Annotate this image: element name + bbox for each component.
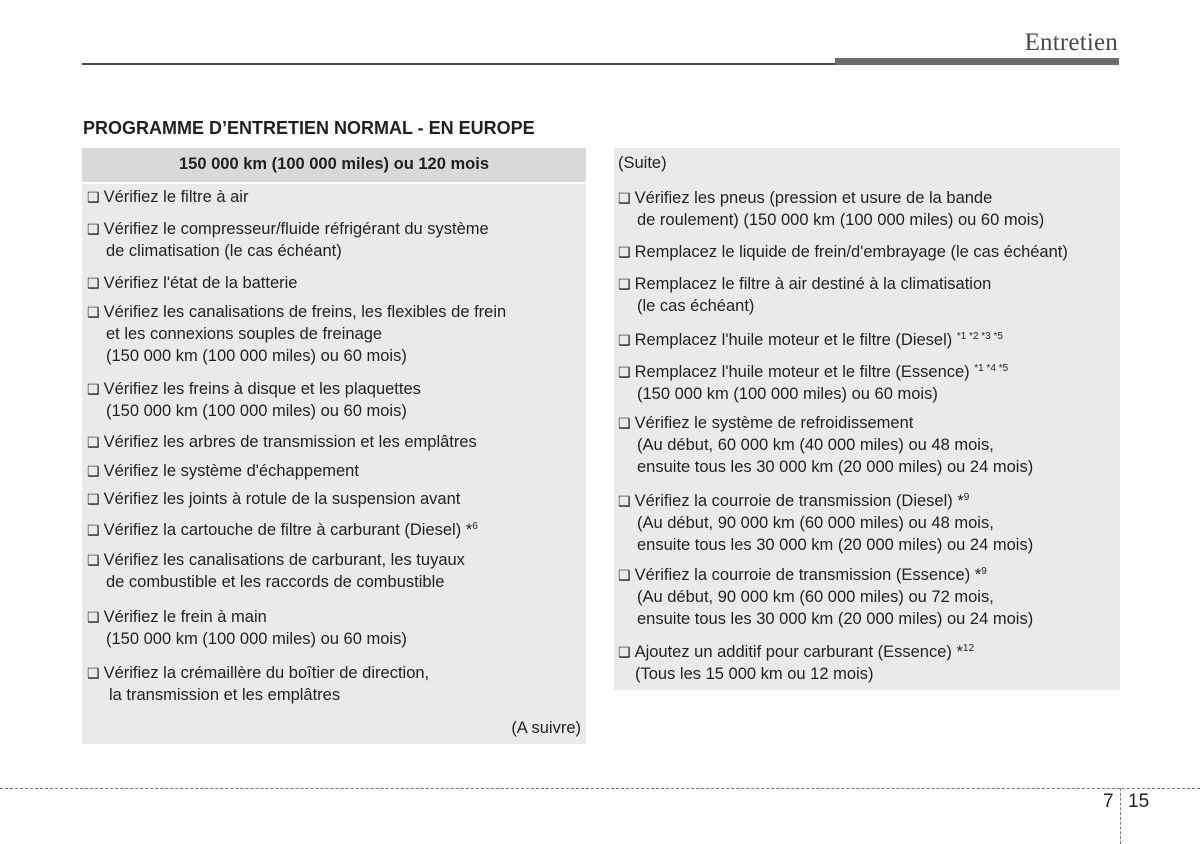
checkbox-icon: ❑ — [618, 364, 631, 380]
footnote-ref: 9 — [981, 566, 987, 577]
checkbox-icon: ❑ — [87, 491, 100, 507]
list-item: ❑ Ajoutez un additif pour carburant (Essence) *$^{12}$ (Tous les 15 000 km ou 12 mois) — [618, 643, 975, 683]
list-item: ❑ Vérifiez les freins à disque et les plaquettes (150 000 km (100 000 miles) ou 60 mois) — [87, 380, 421, 420]
checkbox-icon: ❑ — [618, 415, 631, 431]
list-item: ❑ Vérifiez les joints à rotule de la suspension avant — [87, 490, 461, 508]
header-rule-bar — [835, 58, 1119, 65]
footnote-ref: 6 — [472, 521, 478, 532]
list-item: ❑ Remplacez l'huile moteur et le filtre (Essence) $^{*1 *4 *5}$ (150 000 km (100 000 miles) ou 60 mois) — [618, 363, 1009, 403]
interval-heading: 150 000 km (100 000 miles) ou 120 mois — [82, 148, 586, 184]
left-column — [82, 148, 586, 744]
section-title: PROGRAMME D’ENTRETIEN NORMAL - EN EUROPE — [83, 118, 535, 138]
footnote-ref: *1 *2 *3 *5 — [956, 331, 1003, 342]
footer-divider — [1120, 788, 1121, 844]
list-item: ❑ Vérifiez les canalisations de carburant, les tuyaux de combustible et les raccords de combustible — [87, 551, 465, 591]
page-number: 15 — [1128, 791, 1150, 812]
checkbox-icon: ❑ — [87, 275, 100, 291]
footnote-ref: 9 — [963, 492, 970, 503]
checkbox-icon: ❑ — [87, 381, 100, 397]
checkbox-icon: ❑ — [618, 644, 631, 660]
footnote-ref: *1 *4 *5 — [974, 363, 1009, 374]
footnote-ref: 12 — [962, 643, 975, 654]
list-item: ❑ Vérifiez la crémaillère du boîtier de direction, la transmission et les emplâtres — [87, 664, 430, 704]
checkbox-icon: ❑ — [618, 493, 631, 509]
list-item: ❑ Vérifiez la courroie de transmission (Essence) *$^9$ (Au début, 90 000 km (60 000 miles) ou 72 mois, ensuite tous les 30 000 km (20 000 miles) ou 24 mois) — [618, 566, 1034, 628]
list-item: ❑ Vérifiez l'état de la batterie — [87, 274, 298, 292]
list-item: ❑ Vérifiez le système de refroidissement (Au début, 60 000 km (40 000 miles) ou 48 mois, ensuite tous les 30 000 km (20 000 miles) ou 24 mois) — [618, 414, 1034, 476]
list-item: ❑ Vérifiez le système d'échappement — [87, 462, 359, 480]
checkbox-icon: ❑ — [87, 552, 100, 568]
checkbox-icon: ❑ — [87, 522, 100, 538]
footer-rule — [0, 788, 1200, 789]
list-item: ❑ Vérifiez le frein à main (150 000 km (100 000 miles) ou 60 mois) — [87, 608, 407, 648]
checkbox-icon: ❑ — [87, 221, 100, 237]
continued-note: (A suivre) — [511, 719, 581, 737]
list-item: ❑ Remplacez le filtre à air destiné à la climatisation (le cas échéant) — [618, 275, 992, 315]
list-item: ❑ Vérifiez la courroie de transmission (Diesel) *$^9$ (Au début, 90 000 km (60 000 miles) ou 48 mois, ensuite tous les 30 000 km (20 000 miles) ou 24 mois) — [618, 492, 1034, 554]
chapter-number: 7 — [1103, 791, 1114, 812]
checkbox-icon: ❑ — [87, 665, 100, 681]
header-title: Entretien — [1024, 29, 1118, 56]
checkbox-icon: ❑ — [87, 463, 100, 479]
checkbox-icon: ❑ — [618, 244, 631, 260]
list-item: ❑ Vérifiez le compresseur/fluide réfrigérant du système de climatisation (le cas échéant) — [87, 220, 489, 260]
list-item: ❑ Vérifiez la cartouche de filtre à carburant (Diesel) *$^6$ — [87, 521, 478, 539]
checkbox-icon: ❑ — [618, 276, 631, 292]
checkbox-icon: ❑ — [87, 304, 100, 320]
list-item: ❑ Vérifiez le filtre à air — [87, 188, 249, 206]
list-item: ❑ Vérifiez les arbres de transmission et les emplâtres — [87, 433, 477, 451]
list-item: ❑ Remplacez l'huile moteur et le filtre (Diesel) $^{*1 *2 *3 *5}$ — [618, 331, 1003, 349]
list-item: ❑ Vérifiez les pneus (pression et usure de la bande de roulement) (150 000 km (100 000 miles) ou 60 mois) — [618, 189, 1045, 229]
checkbox-icon: ❑ — [618, 190, 631, 206]
continued-heading: (Suite) — [618, 154, 667, 172]
checkbox-icon: ❑ — [618, 567, 631, 583]
list-item: ❑ Vérifiez les canalisations de freins, les flexibles de frein et les connexions souples de freinage (150 000 km (100 000 miles) ou 60 mois) — [87, 303, 507, 365]
checkbox-icon: ❑ — [618, 332, 631, 348]
list-item: ❑ Remplacez le liquide de frein/d'embrayage (le cas échéant) — [618, 243, 1068, 261]
checkbox-icon: ❑ — [87, 189, 100, 205]
checkbox-icon: ❑ — [87, 434, 100, 450]
right-column — [614, 148, 1120, 690]
checkbox-icon: ❑ — [87, 609, 100, 625]
